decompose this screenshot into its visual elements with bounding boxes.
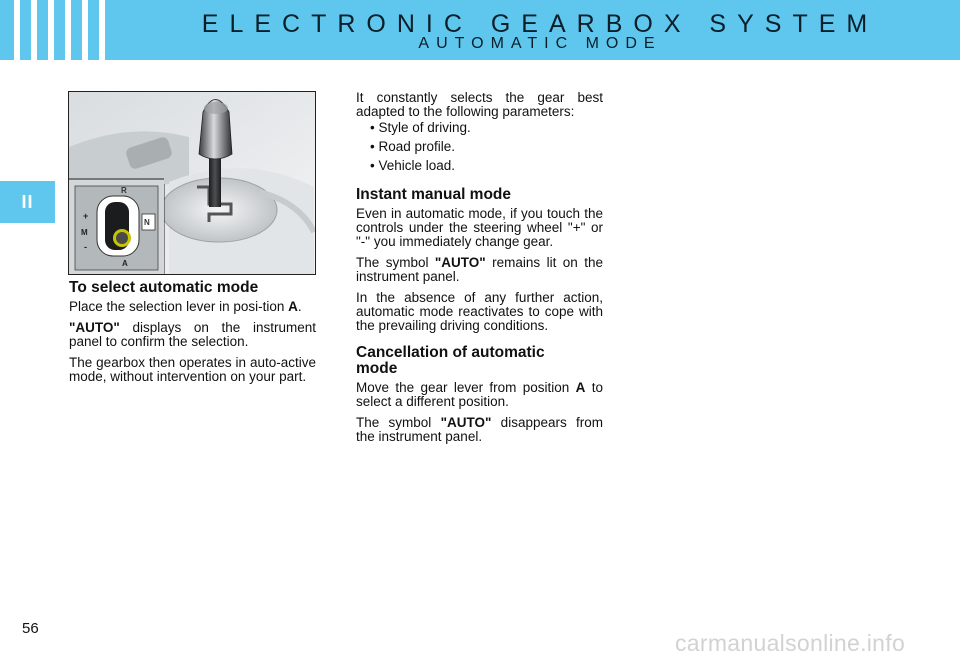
auto-symbol: "AUTO" bbox=[434, 255, 486, 270]
parameter-list bbox=[356, 121, 603, 173]
inset-label: - bbox=[84, 242, 87, 252]
list-item: • Road profile. bbox=[370, 139, 456, 154]
paragraph bbox=[356, 256, 603, 284]
auto-symbol: "AUTO" bbox=[440, 415, 492, 430]
page-header bbox=[0, 0, 960, 60]
left-column bbox=[69, 280, 316, 391]
paragraph: The gearbox then operates in auto-active mode, without intervention on your part. bbox=[69, 355, 316, 384]
intro-paragraph: It constantly selects the gear best adapted to the following parameters: bbox=[356, 90, 603, 119]
position-label: A bbox=[288, 299, 298, 314]
heading-select-automatic: To select automatic mode bbox=[69, 279, 259, 296]
text: Move the gear lever from position bbox=[356, 380, 576, 395]
heading-cancellation: Cancellation of automatic mode bbox=[356, 344, 545, 377]
paragraph bbox=[69, 321, 316, 349]
page-number: 56 bbox=[22, 620, 39, 637]
paragraph bbox=[69, 300, 316, 314]
auto-symbol: "AUTO" bbox=[69, 320, 120, 335]
text: . bbox=[297, 299, 302, 314]
header-stripe bbox=[65, 0, 71, 60]
paragraph bbox=[356, 416, 603, 444]
paragraph bbox=[356, 381, 603, 409]
inset-label: + bbox=[83, 211, 89, 221]
text: The symbol bbox=[356, 415, 441, 430]
inset-label: N bbox=[144, 218, 150, 227]
text: disappears from the instrument panel. bbox=[356, 415, 604, 444]
paragraph: Even in automatic mode, if you touch the controls under the steering wheel "+" or "-" you immediately change gear. bbox=[356, 206, 603, 249]
text: remains lit on the instrument panel. bbox=[356, 255, 603, 284]
text: to select a different position. bbox=[356, 380, 603, 409]
list-item: • Vehicle load. bbox=[370, 158, 456, 173]
inset-label: M bbox=[81, 228, 88, 237]
page-title: ELECTRONIC GEARBOX SYSTEM bbox=[201, 10, 879, 38]
gear-lever-figure bbox=[68, 91, 316, 275]
heading-instant-manual: Instant manual mode bbox=[356, 186, 512, 203]
chapter-tab: II bbox=[0, 181, 55, 223]
gear-lever-illustration bbox=[69, 92, 315, 274]
header-stripe bbox=[82, 0, 88, 60]
watermark: carmanualsonline.info bbox=[675, 630, 906, 656]
text: Place the selection lever in posi-tion bbox=[69, 299, 289, 314]
position-label: A bbox=[575, 380, 586, 395]
text: The symbol bbox=[356, 255, 435, 270]
list-item: • Style of driving. bbox=[370, 120, 471, 135]
text: displays on the instrument panel to confirm the selection. bbox=[69, 320, 316, 349]
inset-label: R bbox=[121, 186, 127, 195]
page-subtitle: AUTOMATIC MODE bbox=[418, 35, 662, 52]
paragraph: In the absence of any further action, automatic mode reactivates to cope with the prevailing driving conditions. bbox=[356, 290, 603, 333]
header-stripe bbox=[14, 0, 20, 60]
header-stripe bbox=[48, 0, 54, 60]
header-stripe bbox=[99, 0, 105, 60]
right-column bbox=[356, 91, 603, 451]
header-stripe bbox=[31, 0, 37, 60]
inset-label: A bbox=[122, 259, 128, 268]
